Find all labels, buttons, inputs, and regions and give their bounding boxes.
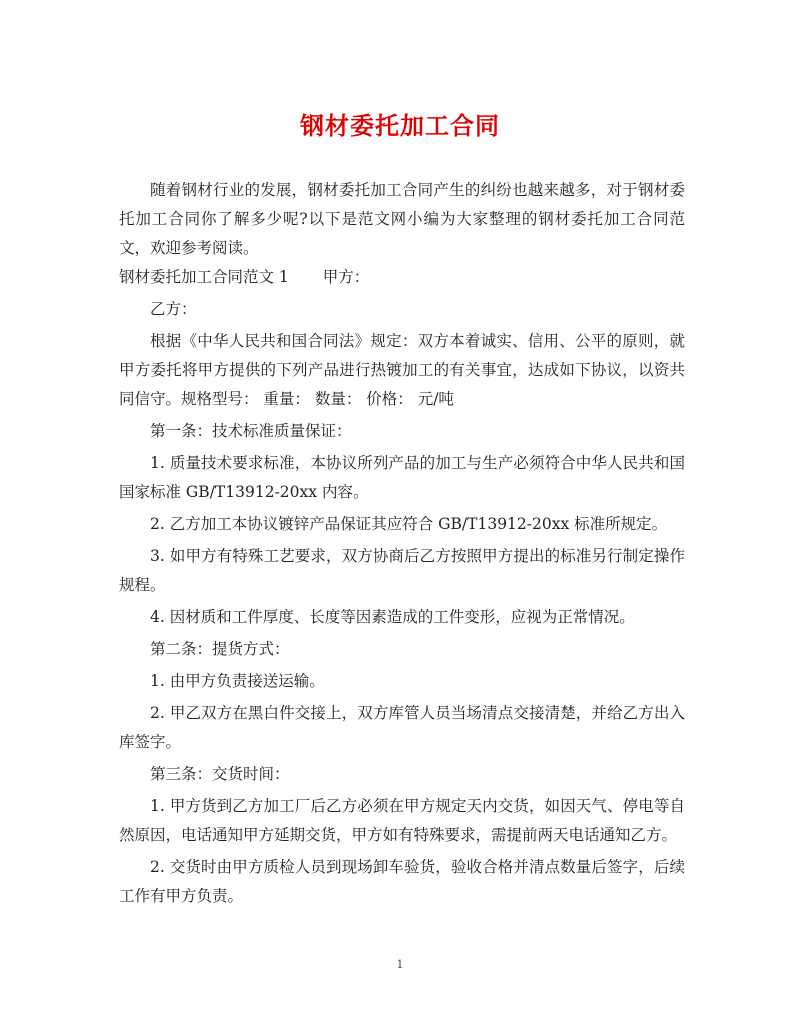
document-title: 钢材委托加工合同 <box>300 112 500 140</box>
article-1-item: 1. 质量技术要求标准，本协议所列产品的加工与生产必须符合中华人民共和国国家标准 GB/T13912-20xx 内容。 <box>119 454 685 501</box>
article-2-title: 第二条：提货方式： <box>150 640 290 658</box>
intro-paragraph: 随着钢材行业的发展，钢材委托加工合同产生的纠纷也越来越多，对于钢材委托加工合同你了解多少呢?以下是范文网小编为大家整理的钢材委托加工合同范文，欢迎参考阅读。 <box>119 181 685 257</box>
article-3-item: 2. 交货时由甲方质检人员到现场卸车验货，验收合格并清点数量后签字，后续工作有甲方负责。 <box>119 858 685 905</box>
article-2-item: 2. 甲乙双方在黑白件交接上，双方库管人员当场清点交接清楚，并给乙方出入库签字。 <box>119 704 685 751</box>
party-a-label: 甲方： <box>322 268 370 286</box>
sample-heading: 钢材委托加工合同范文 1 <box>119 268 289 286</box>
article-3-title: 第三条：交货时间： <box>150 765 290 783</box>
article-3-item: 1. 甲方货到乙方加工厂后乙方必须在甲方规定天内交货，如因天气、停电等自然原因，电话通知甲方延期交货，甲方如有特殊要求，需提前两天电话通知乙方。 <box>119 797 685 844</box>
article-1-item: 4. 因材质和工件厚度、长度等因素造成的工件变形，应视为正常情况。 <box>150 608 635 626</box>
article-2-item: 1. 由甲方负责接送运输。 <box>150 672 325 690</box>
preamble-paragraph: 根据《中华人民共和国合同法》规定：双方本着诚实、信用、公平的原则，就甲方委托将甲方提供的下列产品进行热镀加工的有关事宜，达成如下协议，以资共同信守。规格型号： 重量： 数量： 价格： 元/吨 <box>119 332 685 408</box>
party-b-label: 乙方： <box>150 300 197 318</box>
sample-heading-row <box>119 263 685 292</box>
article-1-item: 3. 如甲方有特殊工艺要求，双方协商后乙方按照甲方提出的标准另行制定操作规程。 <box>119 547 685 594</box>
article-1-title: 第一条：技术标准质量保证： <box>150 422 352 440</box>
document-body <box>119 176 685 911</box>
article-1-item: 2. 乙方加工本协议镀锌产品保证其应符合 GB/T13912-20xx 标准所规定。 <box>150 515 668 533</box>
page-number: 1 <box>396 958 404 971</box>
